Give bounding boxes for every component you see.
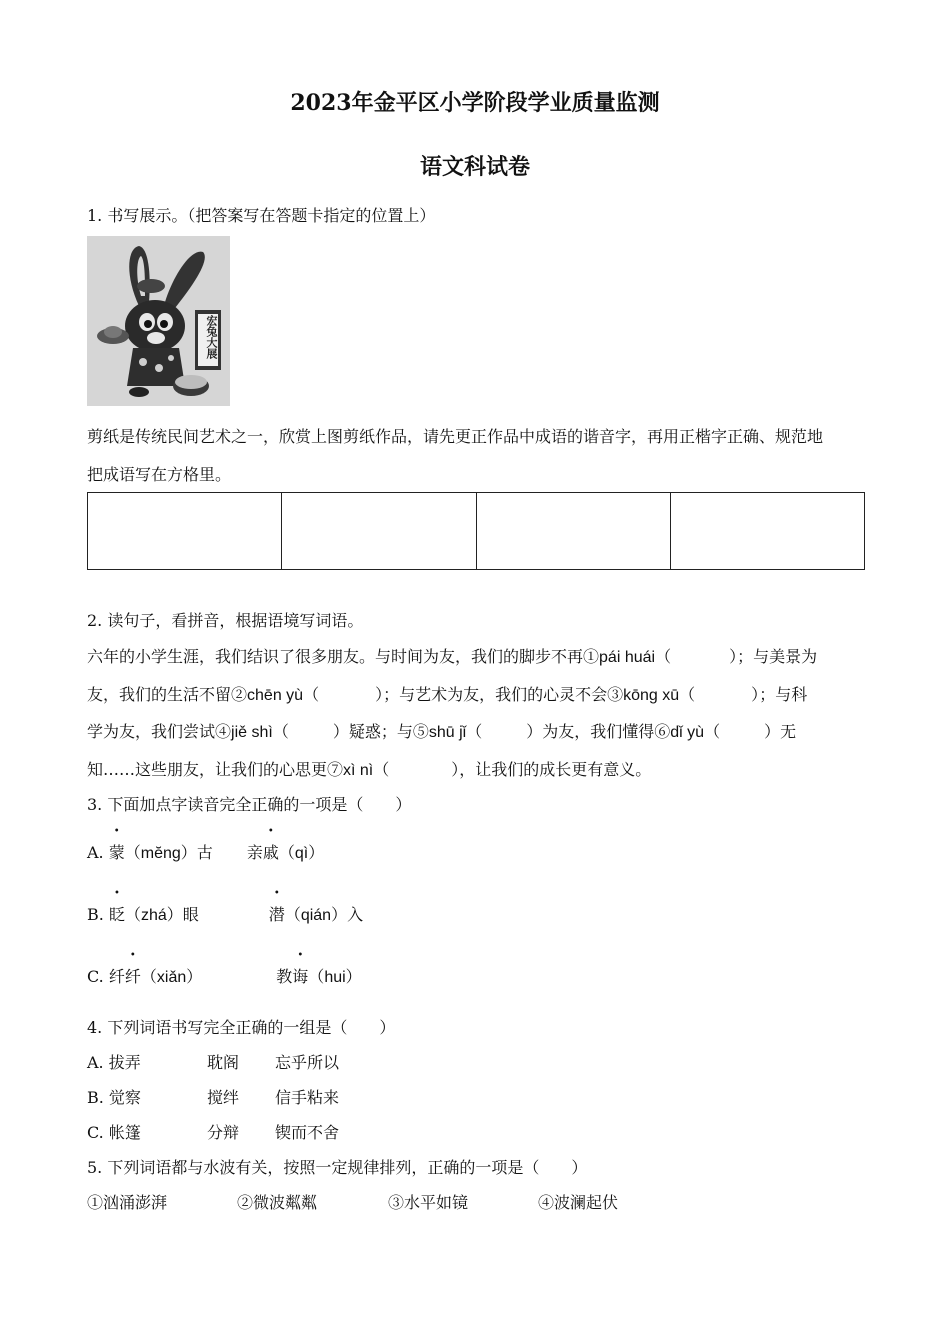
question-2-line-4: 知……这些朋友，让我们的心思更⑦xì nì（ ），让我们的成长更有意义。 bbox=[87, 760, 652, 779]
question-1-description-cont: 把成语写在方格里。 bbox=[87, 465, 232, 484]
pinyin-6: dǐ yù bbox=[670, 724, 705, 741]
paper-cut-rabbit-image bbox=[87, 236, 230, 406]
question-2-stem: 2. 读句子，看拼音，根据语境写词语。 bbox=[87, 611, 364, 630]
pinyin-1: pái huái bbox=[599, 649, 656, 666]
pinyin-4: jiě shì bbox=[231, 724, 273, 741]
question-2-line-2: 友，我们的生活不留②chēn yù（ ）；与艺术为友，我们的心灵不会③kōng xū（ ）；与科 bbox=[87, 685, 808, 704]
page-subtitle: 语文科试卷 bbox=[419, 154, 530, 180]
question-3-option-a[interactable]: A. 蒙（mĕng）古 亲戚（qì） bbox=[87, 843, 325, 862]
question-3-option-b[interactable]: B. 眨（zhá）眼 潜（qián）入 bbox=[87, 905, 364, 924]
question-3-option-c[interactable]: C. 纤纤（xiǎn） 教诲（hui） bbox=[87, 967, 362, 986]
answer-box[interactable] bbox=[88, 493, 282, 569]
question-4-option-c[interactable]: C. 帐篷 分辩 锲而不舍 bbox=[87, 1123, 340, 1142]
question-2-line-1: 六年的小学生涯，我们结识了很多朋友。与时间为友，我们的脚步不再①pái huái（ ）；与美景为 bbox=[87, 647, 818, 666]
question-1-stem: 1. 书写展示。（把答案写在答题卡指定的位置上） bbox=[87, 206, 436, 225]
pinyin-2: chēn yù bbox=[247, 687, 304, 704]
question-1-description: 剪纸是传统民间艺术之一，欣赏上图剪纸作品，请先更正作品中成语的谐音字，再用正楷字正确、规范地 bbox=[87, 427, 824, 446]
pinyin-3: kōng xū bbox=[623, 687, 680, 704]
question-4-option-b[interactable]: B. 觉察 搅绊 信手粘来 bbox=[87, 1088, 340, 1107]
pinyin-5: shū jǐ bbox=[428, 724, 467, 741]
question-5-items bbox=[87, 1190, 618, 1213]
answer-box[interactable] bbox=[671, 493, 864, 569]
question-5-stem: 5. 下列词语都与水波有关，按照一定规律排列，正确的一项是（ ） bbox=[87, 1158, 588, 1177]
pinyin-7: xì nì bbox=[343, 762, 374, 779]
question-2-line-3: 学为友，我们尝试④jiě shì（ ）疑惑；与⑤shū jǐ（ ）为友，我们懂得⑥dǐ yù（ ）无 bbox=[87, 722, 797, 741]
page-title: 2023年金平区小学阶段学业质量监测 bbox=[290, 90, 660, 116]
word-item: ②微波粼粼 bbox=[237, 1193, 318, 1212]
answer-box[interactable] bbox=[477, 493, 671, 569]
word-item: ④波澜起伏 bbox=[538, 1193, 619, 1212]
question-4-option-a[interactable]: A. 拔弄 耽阁 忘乎所以 bbox=[87, 1053, 340, 1072]
question-4-stem: 4. 下列词语书写完全正确的一组是（ ） bbox=[87, 1018, 396, 1037]
answer-grid[interactable] bbox=[87, 492, 865, 570]
question-3-stem: 3. 下面加点字读音完全正确的一项是（ ） bbox=[87, 795, 412, 814]
word-item: ③水平如镜 bbox=[388, 1193, 469, 1212]
word-item: ①汹涌澎湃 bbox=[87, 1193, 168, 1212]
scroll-text: 宏兔大展 bbox=[205, 315, 218, 359]
answer-box[interactable] bbox=[282, 493, 476, 569]
